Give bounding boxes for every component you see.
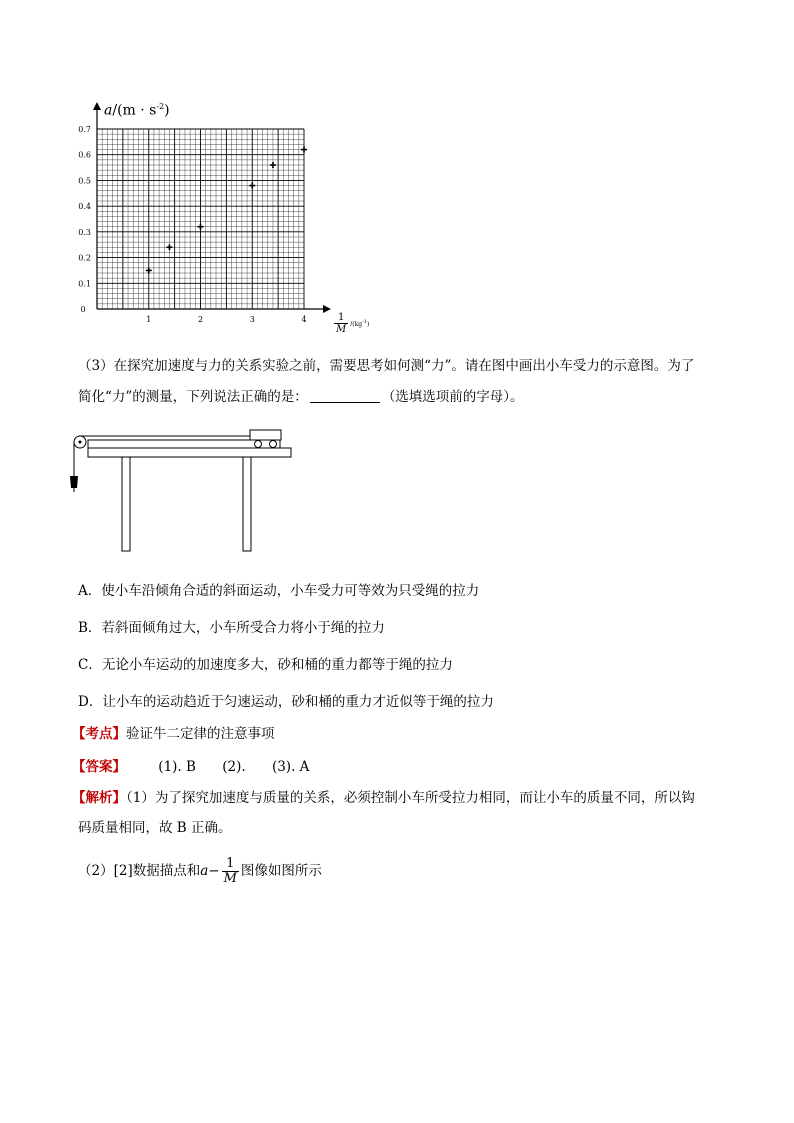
q3-line1: （3）在探究加速度与力的关系实验之前，需要思考如何测“力”。请在图中画出小车受力的示意图。为了 [78, 358, 695, 374]
origin-label: 0 [80, 305, 86, 314]
y-tick-label: 0.5 [78, 176, 91, 186]
x-axis-arrow [323, 305, 331, 313]
y-tick-label: 0.6 [78, 150, 91, 160]
option-a: A．使小车沿倾角合适的斜面运动，小车受力可等效为只受绳的拉力 [78, 583, 480, 599]
acceleration-graph [70, 100, 400, 340]
board [88, 440, 280, 448]
data-point [270, 162, 276, 168]
data-point [166, 244, 172, 250]
option-b: B．若斜面倾角过大，小车所受合力将小于绳的拉力 [78, 620, 385, 636]
q3-line2: 简化“力”的测量，下列说法正确的是： （选填选项前的字母）。 [78, 389, 524, 405]
option-d: D．让小车的运动趋近于匀速运动，砂和桶的重力才近似等于绳的拉力 [78, 694, 494, 710]
cart [250, 430, 281, 440]
cart-apparatus-diagram [66, 426, 298, 556]
bucket [70, 476, 78, 488]
data-point [249, 183, 255, 189]
x-axis-label: $\frac{1}{M}$ $/(kg^{-1})$ [336, 312, 370, 335]
q2-line: （2）[2]数据描点和a− $\frac{1}{M}$ 图像如图所示 [78, 856, 322, 886]
x-tick-label: 4 [301, 315, 307, 324]
y-axis-arrow [93, 102, 101, 110]
option-c: C．无论小车运动的加速度多大，砂和桶的重力都等于绳的拉力 [78, 657, 453, 673]
answer-line: 【答案】 (1). B (2). (3). A [72, 759, 310, 775]
y-tick-label: 0.1 [78, 279, 91, 289]
y-tick-label: 0.4 [78, 202, 91, 212]
y-axis-label: $a/(m \cdot s^{-2})$ [104, 102, 170, 119]
data-point [146, 267, 152, 273]
x-tick-label: 1 [146, 315, 152, 324]
chart-svg [70, 100, 400, 340]
y-tick-label: 0.3 [78, 227, 91, 237]
x-tick-label: 2 [197, 315, 204, 324]
kaodian: 【考点】验证牛二定律的注意事项 [72, 726, 275, 742]
data-point [198, 224, 204, 230]
table-top [88, 448, 291, 457]
y-tick-label: 0.2 [78, 253, 91, 263]
chart-grid [97, 129, 304, 309]
x-tick-label: 3 [249, 315, 255, 324]
answer-tag: 【答案】 [72, 759, 126, 775]
chart-axes [93, 102, 331, 313]
table-leg-right [243, 457, 251, 551]
jiexi-tag: 【解析】 [72, 790, 126, 806]
y-tick-label: 0.7 [78, 125, 91, 134]
jiexi-line2: 码质量相同，故 B 正确。 [78, 820, 232, 836]
data-point [301, 147, 307, 153]
answer-blank[interactable] [310, 388, 380, 403]
jiexi-line1: 【解析】（1）为了探究加速度与质量的关系，必须控制小车所受拉力相同，而让小车的质量不同，所以钩 [72, 790, 695, 806]
table-leg-left [122, 457, 130, 551]
kaodian-tag: 【考点】 [72, 726, 126, 742]
